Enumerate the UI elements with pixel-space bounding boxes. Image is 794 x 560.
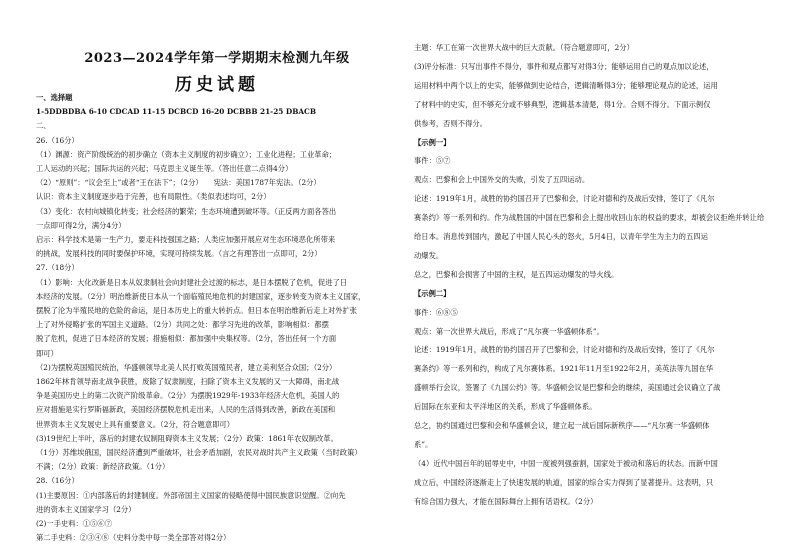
left-line: 摆脱了沦为半殖民地的危险的命运，是日本历史上的重大转折点。但日本在明治维新后走上对外扩张 <box>36 306 358 315</box>
right-line: 主题：华工在第一次世界大战中的巨大贡献。（符合题意即可，2分） <box>414 43 634 52</box>
right-line: 盛顿举行会议，签署了《九国公约》等。华盛顿会议是巴黎和会的继续，美国通过会议确立了战 <box>414 383 721 393</box>
right-line: 了材料中的史实，但不够充分或不够典型，逻辑基本清楚，得1分。合则不得分。下面示例仅 <box>414 99 711 109</box>
subject-title: 历史试题 <box>175 75 259 95</box>
right-line: 系”。 <box>414 439 433 449</box>
right-line: 成立后，中国经济逐渐走上了快速发展的轨道，国家的综合实力得到了显著提升。这表明，只 <box>414 477 714 487</box>
left-line: 即可） <box>36 348 58 358</box>
left-line: 一、选择题 <box>36 93 73 102</box>
right-line: 供参考，否则不得分。 <box>414 118 487 128</box>
left-line: 28.（16分） <box>36 476 79 486</box>
left-line: 的挑战，发展科技的同时要保护环境，实现可持续发展。（言之有理答出一点即可，2分） <box>36 249 322 259</box>
right-line: 论述：1919年1月，战胜的协约国召开了巴黎和会，讨论对德和约及战后安排，签订了《凡尔 <box>414 194 715 204</box>
left-line: （2）“原则”：“议会至上”或者“王在法下”；（2分） 宪法：美国1787年宪法。（2分） <box>36 178 321 188</box>
left-line: （1）影响：大化改新是日本从奴隶制社会向封建社会过渡的标志，是日本摆脱了危机，促进了日 <box>36 277 348 287</box>
left-line: 26.（16分） <box>36 135 79 145</box>
left-line: （1分）苏维埃俄国，国民经济遭到严重破坏，社会矛盾加剧，农民对战时共产主义政策（当时政策） <box>36 448 362 457</box>
left-line: 二、 <box>36 121 51 131</box>
left-line: 世界资本主义发展史上具有重要意义。（2分，符合题意即可） <box>36 419 235 429</box>
right-line: 动爆发。 <box>414 250 444 260</box>
left-line: 进的资本主义国家学习（2分） <box>36 504 136 514</box>
right-line: 事件：⑥⑧⑤ <box>414 307 458 317</box>
left-line: （2)为摆脱英国殖民统治，华盛顿领导北美人民打败英国殖民者，建立美利坚合众国；（2分） <box>36 362 337 372</box>
right-line: 事件：⑤⑦ <box>414 156 451 166</box>
left-line: (1)主要原因：①内部落后的封建制度。外部帝国主义国家的侵略使得中国民族意识觉醒。②向先 <box>36 490 346 500</box>
left-line: 工人运动的兴起；国际共运的兴起；马克思主义诞生等。（答出任意二点得4分） <box>36 164 293 173</box>
left-line: 27.（18分） <box>36 263 79 273</box>
left-line: 认识：资本主义制度逐步趋于完善，也有局限性。（类似表述均可，2分） <box>36 192 271 202</box>
right-line: 给日本。消息传到国内，激起了中国人民心头的怒火，5月4日，以青年学生为主力的五四运 <box>414 232 708 241</box>
right-line: 【示例一】 <box>414 137 451 147</box>
left-line: 应对措施是实行罗斯福新政，美国经济摆脱危机走出来，人民的生活得到改善，新政在美国和 <box>36 405 336 415</box>
right-line: 运用材料中两个以上的史实，能够做到史论结合，逻辑清晰得3分；能够理论观点的论述，运用 <box>414 80 718 90</box>
left-line: 1862年林肯领导南北战争获胜，废除了奴隶制度，扫除了资本主义发展的又一大障碍，南北战 <box>36 377 340 386</box>
left-line: （3）变化：农村向城镇化转变；社会经济的繁荣；生态环境遭到破坏等。（正反两方面各答出 <box>36 206 337 216</box>
right-line: (3)评分标准：只写出事件不得分，事件和观点都写对得3分；能够运用自己的观点加以论述， <box>414 61 714 71</box>
left-line: 启示：科学技术是第一生产力，要走科技强国之路；人类应加强开展应对生态环境恶化所带来 <box>36 235 336 244</box>
right-line: 观点：第一次世界大战后，形成了“凡尔赛一华盛顿体系”。 <box>414 326 604 336</box>
left-line: 本经济的发展。（2分）明治维新使日本从一个面临殖民地危机的封建国家，逐步转变为资本主义国家， <box>36 291 366 301</box>
left-line: 脱了危机，促进了日本经济的发展；措施相似：都加强中央集权等。（2分，答出任何一个方面 <box>36 334 337 344</box>
left-line: 争是美国历史上的第二次资产阶级革命。（2分）为摆脱1929年-1933年经济大危机，美国人的 <box>36 391 340 401</box>
right-line: 总之，协约国通过巴黎和会和华盛顿会议，建立起一战后国际新秩序——“凡尔赛一华盛顿体 <box>414 421 710 430</box>
left-line: 上了对外侵略扩张的军国主义道路。（2分）共同之处：都学习先进的改革，影响相似：都摆 <box>36 320 329 330</box>
left-line: (3)19世纪上半叶，落后的封建农奴制阻碍资本主义发展；（2分）政策：1861年农奴制改革。 <box>36 433 338 443</box>
left-line: （1）渊源：资产阶级统治的初步确立（资本主义制度的初步确立）；工业化进程；工业革命； <box>36 149 337 159</box>
right-line: （4）近代中国百年的屈辱史中，中国一度被列强蚕割，国家处于被动和落后的状态。而新中国 <box>414 458 718 468</box>
right-line: 赛条约》等一系列和约，构成了凡尔赛体系。1921年11月至1922年2月，美英法等九国在华 <box>414 364 714 374</box>
exam-title: 2023—2024学年第一学期期末检测九年级 <box>84 51 350 66</box>
right-line: 赛条约》等一系列和约。作为战胜国的中国在巴黎和会上提出收回山东的权益的要求，却被会议拒绝并转让给 <box>414 213 764 223</box>
right-line: 总之，巴黎和会损害了中国的主权，是五四运动爆发的导火线。 <box>414 269 619 279</box>
left-line: 1-5DDBDBA 6-10 CDCAD 11-15 DCBCD 16-20 DCBBB 21-25 DBACB <box>36 107 317 117</box>
right-line: 观点：巴黎和会上中国外交的失败，引发了五四运动。 <box>414 175 590 185</box>
right-line: 后国际在东亚和太平洋地区的关系，形成了华盛顿体系。 <box>414 402 597 412</box>
left-line: 第二手史料：②③④⑧（史料分类中每一类全部答对得2分） <box>36 533 231 543</box>
right-line: 有综合国力强大，才能在国际舞台上拥有话语权。（2分） <box>414 496 598 506</box>
left-line: 不满；（2分）政策：新经济政策。（1分） <box>36 462 170 472</box>
left-line: 一点即可得2分，满分4分） <box>36 220 126 230</box>
left-line: (2)一手史料：①⑤⑥⑦ <box>36 519 113 528</box>
right-line: 【示例二】 <box>414 288 451 298</box>
right-line: 论述：1919年1月，战胜的协约国召开了巴黎和会，讨论对德和约及战后安排，签订了《凡尔 <box>414 345 715 355</box>
